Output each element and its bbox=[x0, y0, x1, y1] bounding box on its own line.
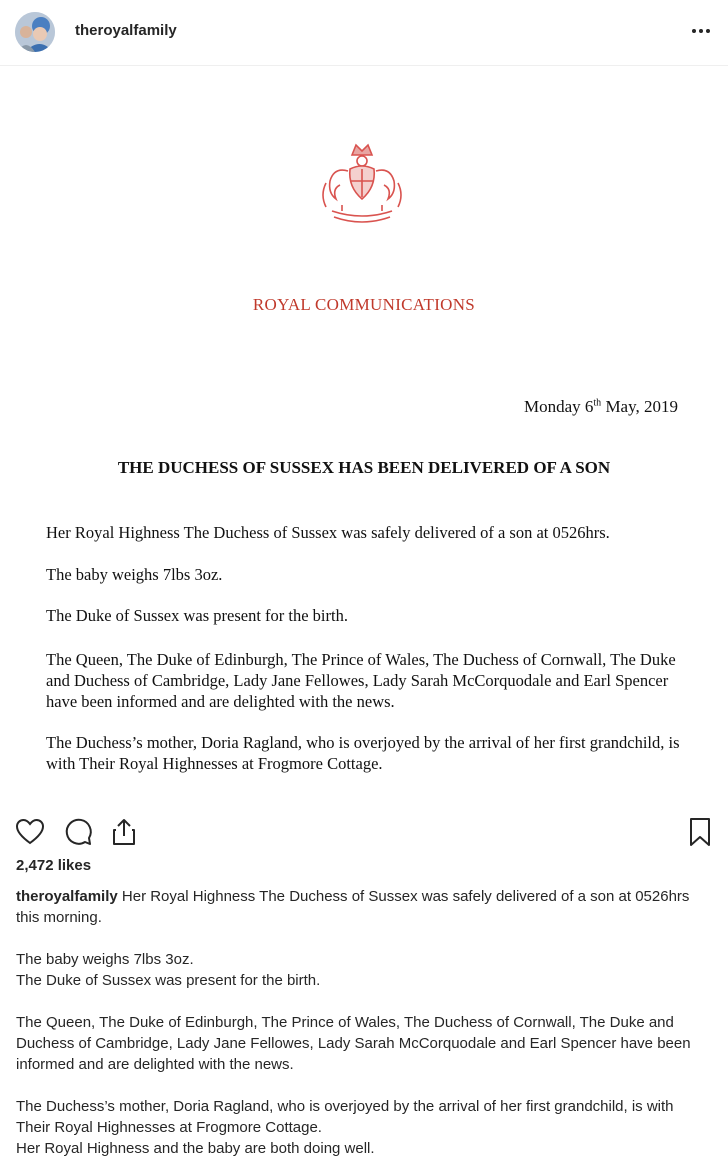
date-day: Monday 6 bbox=[523, 397, 594, 416]
caption-spacer bbox=[16, 1075, 706, 1096]
letter-paragraph: The baby weighs 7lbs 3oz. bbox=[46, 565, 223, 584]
username[interactable]: theroyalfamily bbox=[75, 22, 177, 39]
heart-icon[interactable] bbox=[14, 816, 46, 848]
bookmark-icon[interactable] bbox=[684, 816, 716, 848]
letter-paragraph: Her Royal Highness The Duchess of Sussex was safely delivered of a son at 0526hrs. bbox=[46, 523, 610, 542]
letterhead-heading: ROYAL COMMUNICATIONS bbox=[252, 295, 476, 314]
ellipsis-icon[interactable] bbox=[688, 18, 714, 44]
caption-line: The Duke of Sussex was present for the birth. bbox=[16, 972, 321, 989]
caption bbox=[16, 886, 706, 1159]
caption-line: The Queen, The Duke of Edinburgh, The Prince of Wales, The Duchess of Cornwall, The Duke and Duchess of Cambridge, Lady Jane Fellowes, Lady Sarah McCorquodale and Earl Spencer have been informed and are delighted with the news. bbox=[16, 1014, 691, 1073]
letter-title: THE DUCHESS OF SUSSEX HAS BEEN DELIVERED OF A SON bbox=[117, 458, 611, 477]
date-suffix: th bbox=[593, 397, 602, 409]
post-image[interactable] bbox=[0, 67, 728, 805]
caption-spacer bbox=[16, 991, 706, 1012]
post-header bbox=[0, 0, 728, 66]
caption-first-paragraph bbox=[16, 886, 706, 928]
caption-username[interactable]: theroyalfamily bbox=[16, 888, 118, 905]
caption-line: The baby weighs 7lbs 3oz. bbox=[16, 951, 194, 968]
letter-paragraph: The Queen, The Duke of Edinburgh, The Prince of Wales, The Duchess of Cornwall, The Duke and Duchess of Cambridge, Lady Jane Fellowes, Lady Sarah McCorquodale and Earl Spencer have been informed and are delighted with the news. bbox=[46, 650, 676, 711]
royal-crest-icon bbox=[312, 141, 412, 233]
caption-text: Her Royal Highness The Duchess of Sussex was safely delivered of a son at 0526hrs this morning. bbox=[16, 888, 690, 926]
avatar[interactable] bbox=[15, 12, 55, 52]
likes-count[interactable]: 2,472 likes bbox=[16, 857, 92, 874]
date-month-year: May, 2019 bbox=[601, 397, 678, 416]
action-bar bbox=[0, 812, 728, 852]
letter-date bbox=[524, 397, 678, 417]
caption-line: The Duchess’s mother, Doria Ragland, who is overjoyed by the arrival of her first grandchild, is with Their Royal Highnesses at Frogmore Cottage. bbox=[16, 1098, 674, 1136]
letter-paragraph: The Duke of Sussex was present for the birth. bbox=[46, 606, 348, 625]
caption-line: Her Royal Highness and the baby are both doing well. bbox=[16, 1140, 375, 1157]
caption-spacer bbox=[16, 928, 706, 949]
share-icon[interactable] bbox=[108, 816, 140, 848]
letter-paragraph: The Duchess’s mother, Doria Ragland, who is overjoyed by the arrival of her first grandchild, is with Their Royal Highnesses at Frogmore Cottage. bbox=[46, 733, 680, 773]
comment-icon[interactable] bbox=[62, 816, 94, 848]
